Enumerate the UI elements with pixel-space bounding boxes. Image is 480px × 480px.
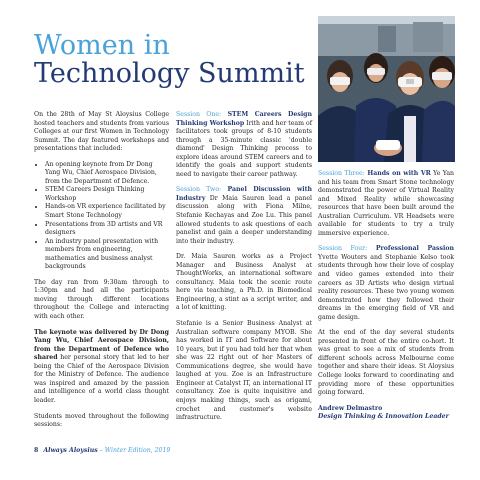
- session-two-paragraph: [176, 186, 312, 246]
- session-two-text: Dr Maia Sauren lead a panel discussion along with Fiona Milne, Stefanie Kechayas and Zoe Lu. This panel allowed students to ask questions of each panelist and gain a deeper understanding into their industry.: [176, 194, 312, 245]
- list-item: • An industry panel presentation with members from engineering, mathematics and business analyst backgrounds: [45, 238, 169, 272]
- session-three-paragraph: [318, 170, 454, 238]
- sessions-intro: Students moved throughout the following sessions:: [34, 412, 169, 429]
- list-item: • STEM Careers Design Thinking Workshop: [45, 186, 169, 203]
- page-number: 8: [34, 447, 39, 454]
- column-3: [318, 170, 454, 422]
- session-one-label: Session One:: [176, 111, 222, 118]
- session-four-paragraph: [318, 245, 454, 322]
- author-name: Andrew Delmastro: [318, 404, 383, 412]
- article-title: [34, 32, 305, 89]
- schedule-paragraph: The day ran from 9:30am through to 1:30pm and had all the participants moving through different locations throughout the College and interacting with each other.: [34, 278, 169, 321]
- list-item: • An opening keynote from Dr Dong Yang Wu, Chief Aerospace Division, from the Department of Defence.: [45, 161, 169, 187]
- session-one-paragraph: [176, 111, 312, 179]
- session-two-label: Session Two:: [176, 186, 222, 194]
- page-footer: [34, 447, 170, 454]
- author-role: Design Thinking & Innovation Leader: [318, 413, 449, 421]
- title-line-1: Women in: [34, 30, 170, 61]
- session-three-text: Ye Yan and his team from Smart Stone technology demonstrated the power of Virtual Reality and Mixed Reality while showcasing resources that have been built around the Australian Curriculum. VR Headsets were available for students to try a truly immersive experience.: [318, 170, 454, 237]
- intro-paragraph: On the 28th of May St Aloysius College hosted teachers and students from various Colleges at our first Women in Technology Summit. The day featured workshops and presentations that included:: [34, 111, 169, 153]
- keynote-bold-text: The keynote was delivered by Dr Dong Yang Wu, Chief Aerospace Division, from the Department of Defence who shared: [34, 328, 169, 362]
- author-block: [318, 405, 454, 422]
- session-four-title: Professional Passion: [367, 245, 454, 253]
- list-item: • Hands-on VR experience facilitated by Smart Stone Technology: [45, 203, 169, 220]
- session-one-text: Irith and her team of facilitators took groups of 8-10 students through a 35-minute classic 'double diamond' Design Thinking process to explore ideas around STEM careers and to identify the goals and support students need to navigate their career pathway.: [176, 119, 312, 178]
- closing-paragraph: At the end of the day several students presented in front of the entire co-hort. It was great to see a mix of students from different schools across Melbourne come together and share their ideas. St Aloysius College looks forward to coordinating and providing more of these opportunities going forward.: [318, 329, 454, 397]
- column-1: [34, 111, 169, 437]
- list-item: • Presentations from 3D artists and VR designers: [45, 221, 169, 238]
- edition-text: – Winter Edition, 2019: [97, 447, 171, 454]
- session-one-title: STEM Careers Design Thinking Workshop: [176, 111, 313, 127]
- session-four-text: Yvette Wouters and Stephanie Kelso took students through how their love of cosplay and video games extended into their careers as 3D Artists who design virtual reality resources. These two young women demonstrated how they followed their dreams in the emerging field of VR and game design.: [318, 253, 454, 321]
- session-three-title: Hands on with VR: [364, 170, 431, 177]
- session-four-label: Session Four:: [318, 245, 368, 253]
- publication-name: Always Aloysius: [43, 447, 98, 454]
- column-2: [176, 111, 312, 430]
- keynote-paragraph: [34, 329, 169, 406]
- session-three-label: Session Three:: [318, 170, 365, 177]
- stefanie-bio-paragraph: Stefanie is a Senior Business Analyst at Australian software company MYOB. She has worked in IT and Software for about 10 years, but if you had told her that when she was 22 right out of her Masters of Communications degree, she would have laughed at you. Zoe is an Infrastructure Engineer at Catalyst IT, an international IT consultancy. Zoe is quite inquisitive and enjoys making things, such as origami, crochet and customer's website infrastructure.: [176, 320, 312, 422]
- keynote-text: her personal story that led to her being the Chief of the Aerospace Division for the Ministry of Defence. The audience was inspired and amazed by the passion and intelligence of a world class thought leader.: [34, 354, 169, 404]
- maia-bio-paragraph: Dr. Maia Sauren works as a Project Manager and Business Analyst at ThoughtWorks, an international software consultancy. Maia took the scenic route here via teaching, a Ph.D. in Biomedical Engineering, a stint as a script writer, and a lot of knitting.: [176, 253, 312, 312]
- title-line-2: Technology Summit: [34, 58, 305, 90]
- vr-students-photo: [318, 16, 455, 162]
- session-two-title: Panel Discussion with Industry: [176, 186, 313, 202]
- photo-illustration: [318, 16, 455, 162]
- summit-features-list: [34, 161, 169, 272]
